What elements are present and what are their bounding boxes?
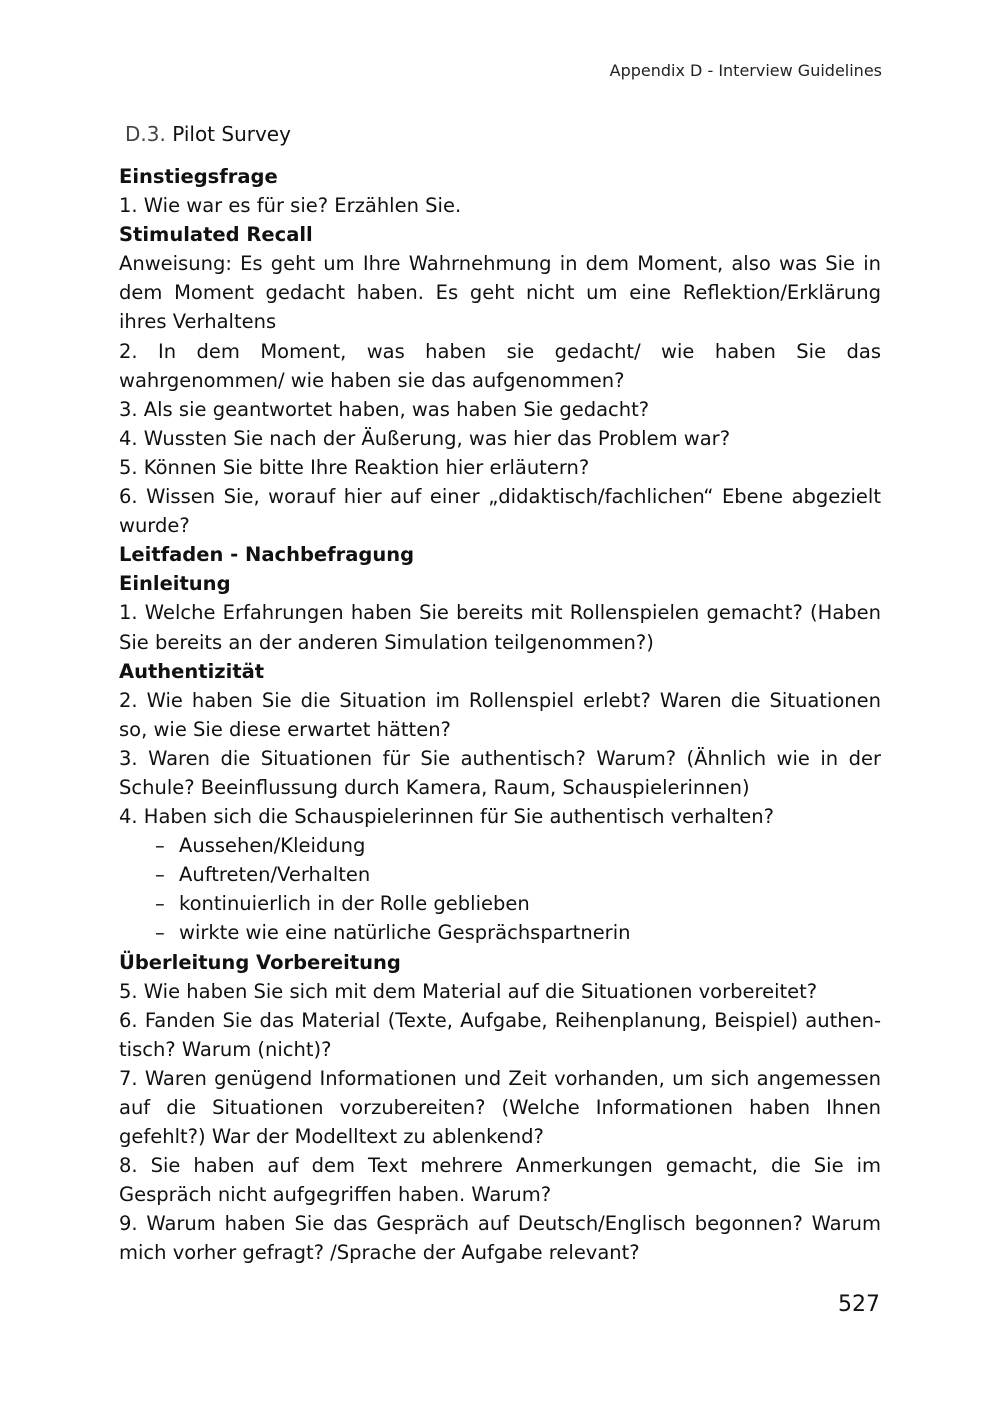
list-item — [155, 889, 881, 918]
dash-marker: – — [155, 892, 165, 916]
page-content — [119, 120, 881, 1268]
dash-marker: – — [155, 834, 165, 858]
dash-marker: – — [155, 921, 165, 945]
paragraph: 3. Als sie geantwortet haben, was haben Sie gedacht? — [119, 397, 650, 421]
section-number: D.3. — [125, 122, 166, 146]
list-item — [155, 918, 881, 947]
list-item-text: kontinuierlich in der Rolle geblieben — [179, 892, 530, 916]
section-heading — [125, 120, 881, 148]
paragraph: 2. In dem Moment, was haben sie gedacht/ wie haben Sie das wahrgenommen/ wie haben sie das aufgenommen? — [119, 339, 881, 392]
paragraph: 4. Wussten Sie nach der Äußerung, was hier das Problem war? — [119, 426, 731, 450]
subheading: Leitfaden - Nachbefragung — [119, 543, 415, 567]
paragraph: 1. Welche Erfahrungen haben Sie bereits mit Rollenspielen gemacht? (Haben Sie bereits an der anderen Simulation teilgenommen?) — [119, 601, 881, 654]
subheading: Überleitung Vorbereitung — [119, 950, 401, 974]
running-header: Appendix D - Interview Guidelines — [609, 61, 882, 80]
body-text — [119, 162, 881, 1268]
paragraph: 5. Können Sie bitte Ihre Reaktion hier erläutern? — [119, 455, 590, 479]
paragraph: 1. Wie war es für sie? Erzählen Sie. — [119, 194, 462, 218]
paragraph: Anweisung: Es geht um Ihre Wahrnehmung in dem Moment, also was Sie in dem Moment gedacht haben. Es geht nicht um eine Reflektion/Erklärung ihres Verhaltens — [119, 252, 881, 334]
paragraph: 6. Fanden Sie das Material (Texte, Aufgabe, Reihenplanung, Beispiel) authen-tisch? Warum (nicht)? — [119, 1008, 881, 1061]
section-title: Pilot Survey — [172, 122, 291, 146]
paragraph: 2. Wie haben Sie die Situation im Rollenspiel erlebt? Waren die Situationen so, wie Sie diese erwartet hätten? — [119, 688, 881, 741]
paragraph: 8. Sie haben auf dem Text mehrere Anmerkungen gemacht, die Sie im Gespräch nicht aufgegriffen haben. Warum? — [119, 1154, 881, 1207]
list-item — [155, 860, 881, 889]
subheading: Einleitung — [119, 572, 231, 596]
paragraph: 3. Waren die Situationen für Sie authentisch? Warum? (Ähnlich wie in der Schule? Beeinflussung durch Kamera, Raum, Schauspielerinnen) — [119, 746, 881, 799]
list-item — [155, 831, 881, 860]
bullet-list — [119, 831, 881, 947]
paragraph: 9. Warum haben Sie das Gespräch auf Deutsch/Englisch begonnen? Warum mich vorher gefragt? /Sprache der Aufgabe relevant? — [119, 1212, 881, 1265]
paragraph: 6. Wissen Sie, worauf hier auf einer „didaktisch/fachlichen“ Ebene abgezielt wurde? — [119, 485, 881, 538]
subheading: Einstiegsfrage — [119, 165, 278, 188]
list-item-text: wirkte wie eine natürliche Gesprächspartnerin — [179, 921, 631, 945]
subheading: Authentizität — [119, 659, 265, 683]
paragraph: 7. Waren genügend Informationen und Zeit vorhanden, um sich angemessen auf die Situationen vorzubereiten? (Welche Informationen haben Ihnen gefehlt?) War der Modelltext zu ablenkend? — [119, 1066, 881, 1149]
paragraph: 4. Haben sich die Schauspielerinnen für Sie authentisch verhalten? — [119, 805, 774, 829]
page-number: 527 — [838, 1292, 880, 1317]
dash-marker: – — [155, 863, 165, 887]
paragraph: 5. Wie haben Sie sich mit dem Material auf die Situationen vorbereitet? — [119, 979, 818, 1003]
list-item-text: Aussehen/Kleidung — [179, 834, 366, 858]
subheading: Stimulated Recall — [119, 223, 313, 247]
list-item-text: Auftreten/Verhalten — [179, 863, 371, 887]
